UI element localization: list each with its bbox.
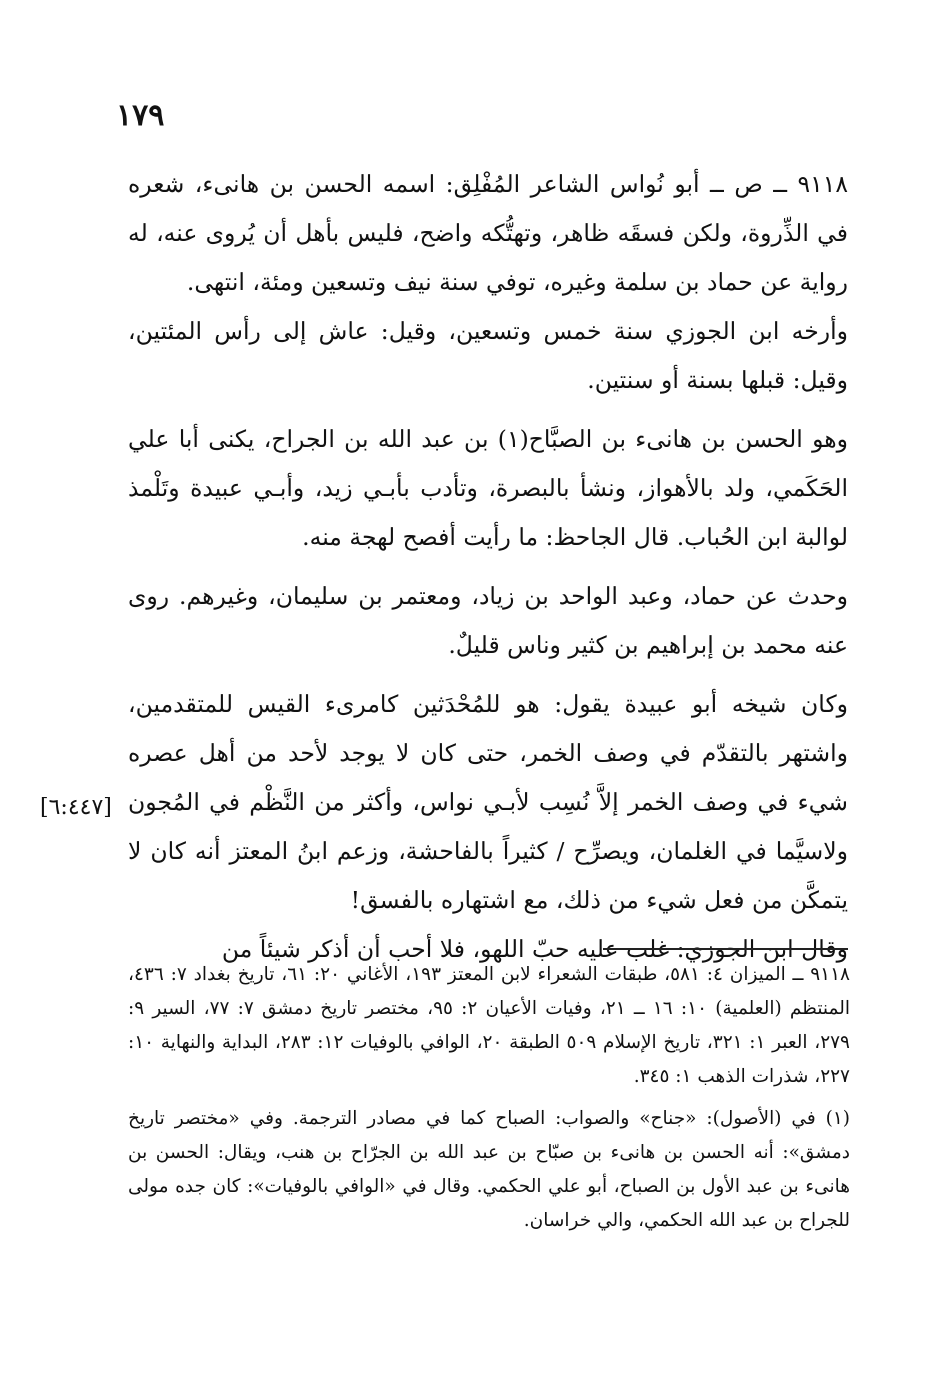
body-paragraph: وأرخه ابن الجوزي سنة خمس وتسعين، وقيل: عاش إلى رأس المئتين، وقيل: قبلها بسنة أو سنتين.: [128, 317, 848, 394]
page-number: ١٧٩: [116, 98, 165, 133]
body-paragraph: وحدث عن حماد، وعبد الواحد بن زياد، ومعتمر بن سليمان، وغيرهم. روى عنه محمد بن إبراهيم بن كثير وناس قليلٌ.: [128, 582, 848, 659]
footnotes: [128, 958, 850, 1238]
body-paragraph: وقال ابن الجوزي: غلب عليه حبّ اللهو، فلا أحب أن أذكر شيئاً من: [221, 935, 848, 963]
footnote-sources: ٩١١٨ ــ الميزان ٤: ٥٨١، طبقات الشعراء لابن المعتز ١٩٣، الأغاني ٢٠: ٦١، تاريخ بغداد ٧: ٤٣٦، المنتظم (العلمية) ١٠: ١٦ ــ ٢١، وفيات الأعيان ٢: ٩٥، مختصر تاريخ دمشق ٧: ٧٧، السير ٩: ٢٧٩، العبر ١: ٣٢١، تاريخ الإسلام ٥٠٩ الطبقة ٢٠، الوافي بالوفيات ١٢: ٢٨٣، البداية والنهاية ١٠: ٢٢٧، شذرات الذهب ١: ٣٤٥.: [128, 964, 850, 1087]
footnote-1: (١) في (الأصول): «جناح» والصواب: الصباح كما في مصادر الترجمة. وفي «مختصر تاريخ دمشق»: أنه الحسن بن هانىء بن صبّاح بن عبد الله بن الجرّاح بن هنب، ويقال: الحسن بن هانىء بن عبد الأول بن الصباح، أبو علي الحكمي. وقال في «الوافي بالوفيات»: كان جده مولى للجراح بن عبد الله الحكمي، والي خراسان.: [128, 1108, 850, 1231]
footnote-divider: [603, 948, 848, 950]
body-paragraph: وهو الحسن بن هانىء بن الصبَّاح(١) بن عبد الله بن الجراح، يكنى أبا علي الحَكَمي، ولد بالأهواز، ونشأ بالبصرة، وتأدب بأبـي زيد، وأبـي عبيدة وتَلْمذ لوالبة ابن الحُباب. قال الجاحظ: ما رأيت أفصح لهجة منه.: [128, 425, 848, 551]
body-paragraph: وكان شيخه أبو عبيدة يقول: هو للمُحْدَثين كامرىء القيس للمتقدمين، واشتهر بالتقدّم في وصف الخمر، حتى كان لا يوجد لأحد من أهل عصره شيء في وصف الخمر إلاَّ نُسِب لأبـي نواس، وأكثر من النَّظْم في المُجون ولاسيَّما في الغلمان، ويصرِّح / كثيراً بالفاحشة، وزعم ابنُ المعتز أنه كان لا يتمكَّن من فعل شيء من ذلك، مع اشتهاره بالفسق!: [128, 690, 848, 914]
entry-paragraph: ٩١١٨ ــ ص ــ أبو نُواس الشاعر المُفْلِق: اسمه الحسن بن هانىء، شعره في الذِّروة، ولكن فسقَه ظاهر، وتهتُّكه واضح، فليس بأهل أن يُروى عنه، له رواية عن حماد بن سلمة وغيره، توفي سنة نيف وتسعين ومئة، انتهى.: [128, 170, 848, 296]
main-text: [128, 160, 848, 974]
margin-reference: [٦:٤٤٧]: [40, 795, 112, 820]
